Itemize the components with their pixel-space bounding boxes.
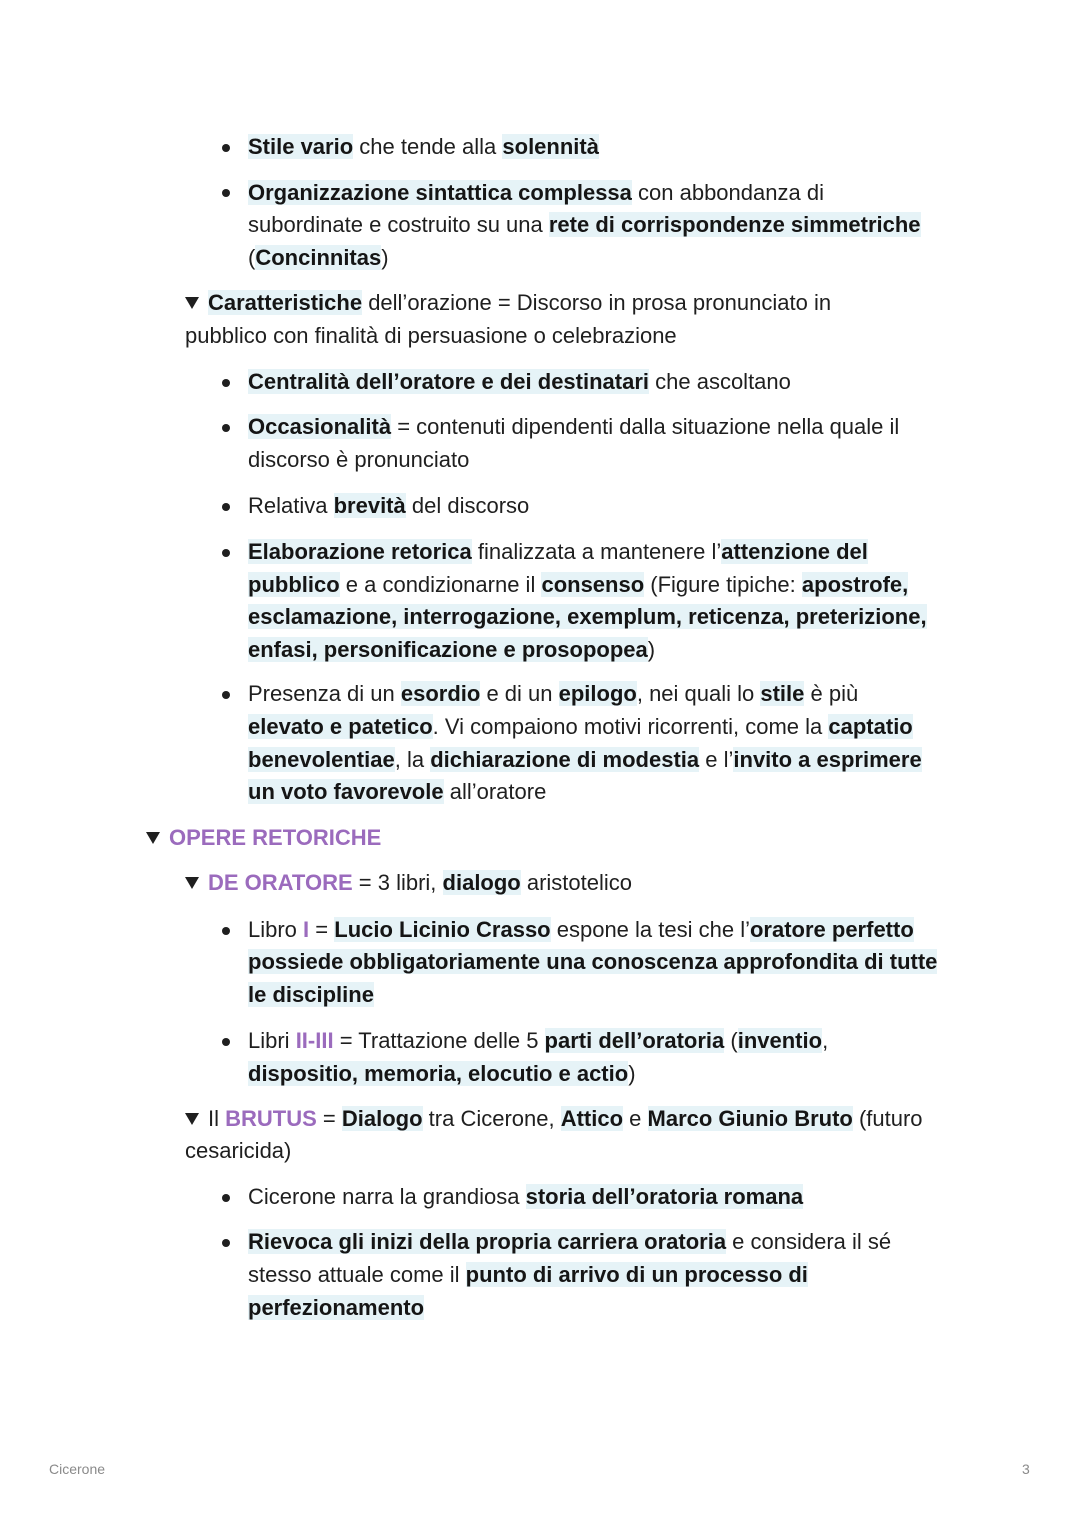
text-line (248, 569, 908, 601)
text-line (248, 776, 546, 808)
highlighted-text: invito a esprimere (733, 747, 922, 772)
text-segment: = (316, 1106, 342, 1131)
text-segment: = (309, 917, 335, 942)
highlighted-text: Organizzazione sintattica complessa (248, 180, 632, 205)
bullet-icon (222, 503, 230, 511)
highlighted-text: dialogo (442, 870, 521, 895)
colored-heading-text: I (303, 917, 310, 942)
colored-heading-text: II-III (295, 1028, 334, 1053)
text-segment: dell’orazione = Discorso in prosa pronunciato in (362, 290, 832, 315)
highlighted-text: benevolentiae (248, 747, 395, 772)
text-segment: all’oratore (443, 779, 547, 804)
text-segment: . Vi compaiono motivi ricorrenti, come la (432, 714, 829, 739)
highlighted-text: consenso (541, 572, 645, 597)
text-line (248, 601, 927, 633)
highlighted-text: elevato e patetico (248, 714, 433, 739)
highlighted-text: possiede obbligatoriamente una conoscenza approfondita di tutte (248, 949, 938, 974)
text-line (248, 711, 913, 743)
colored-heading-text: OPERE RETORICHE (169, 825, 382, 850)
highlighted-text: epilogo (558, 681, 637, 706)
highlighted-text: enfasi, personificazione e prosopopea (248, 637, 648, 662)
text-segment: del discorso (405, 493, 530, 518)
highlighted-text: storia dell’oratoria romana (525, 1184, 804, 1209)
bullet-icon (222, 1194, 230, 1202)
text-line (248, 678, 858, 710)
highlighted-text: parti dell’oratoria (544, 1028, 725, 1053)
text-segment: ( (248, 245, 256, 270)
text-line (248, 1058, 636, 1090)
text-segment: aristotelico (520, 870, 633, 895)
text-segment: ) (381, 245, 389, 270)
bullet-icon (222, 379, 230, 387)
text-segment: tra Cicerone, (422, 1106, 561, 1131)
text-segment: espone la tesi che l’ (550, 917, 750, 942)
text-line (248, 490, 529, 522)
text-line (248, 242, 389, 274)
text-line (248, 1181, 803, 1213)
highlighted-text: Caratteristiche (208, 290, 363, 315)
text-segment: = 3 libri, (352, 870, 443, 895)
text-segment: discorso è pronunciato (248, 447, 470, 472)
highlighted-text: Marco Giunio Bruto (647, 1106, 853, 1131)
highlighted-text: esclamazione, interrogazione, exemplum, reticenza, preterizione, (248, 604, 927, 629)
text-segment: Presenza di un (248, 681, 401, 706)
text-segment: (Figure tipiche: (644, 572, 802, 597)
text-segment: (futuro (852, 1106, 923, 1131)
text-line (248, 131, 599, 163)
bullet-icon (222, 144, 230, 152)
toggle-triangle-icon[interactable] (185, 877, 199, 889)
text-line (248, 1025, 828, 1057)
toggle-heading-opere-retoriche[interactable] (169, 822, 381, 854)
text-line (248, 634, 655, 666)
highlighted-text: Lucio Licinio Crasso (334, 917, 551, 942)
highlighted-text: apostrofe, (801, 572, 909, 597)
toggle-triangle-icon[interactable] (146, 832, 160, 844)
highlighted-text: perfezionamento (248, 1295, 425, 1320)
text-line (248, 366, 791, 398)
text-segment: Cicerone narra la grandiosa (248, 1184, 526, 1209)
bullet-icon (222, 927, 230, 935)
highlighted-text: esordio (400, 681, 481, 706)
text-segment: , la (394, 747, 431, 772)
text-segment: Libri (248, 1028, 296, 1053)
text-segment: Relativa (248, 493, 334, 518)
colored-heading-text: BRUTUS (225, 1106, 317, 1131)
highlighted-text: Centralità dell’oratore e dei destinatari (248, 369, 650, 394)
text-segment: e a condizionarne il (339, 572, 542, 597)
highlighted-text: brevità (333, 493, 406, 518)
highlighted-text: rete di corrispondenze simmetriche (548, 212, 921, 237)
text-line (185, 1135, 291, 1167)
text-segment: Libro (248, 917, 304, 942)
toggle-heading-brutus[interactable] (208, 1103, 923, 1135)
highlighted-text: stile (760, 681, 805, 706)
highlighted-text: oratore perfetto (749, 917, 914, 942)
highlighted-text: attenzione del (721, 539, 868, 564)
text-segment: , (822, 1028, 829, 1053)
text-segment: e di un (480, 681, 559, 706)
bullet-icon (222, 424, 230, 432)
highlighted-text: punto di arrivo di un processo di (465, 1262, 808, 1287)
text-segment: e l’ (699, 747, 734, 772)
text-segment: ) (647, 637, 656, 662)
toggle-heading-caratteristiche[interactable] (208, 287, 831, 319)
page-number: 3 (1022, 1461, 1030, 1477)
text-line (248, 946, 937, 978)
bullet-icon (222, 1239, 230, 1247)
text-segment: che tende alla (353, 134, 503, 159)
bullet-icon (222, 1038, 230, 1046)
text-segment: e considera il sé (726, 1229, 892, 1254)
text-segment: subordinate e costruito su una (248, 212, 549, 237)
highlighted-text: Elaborazione retorica (248, 539, 472, 564)
highlighted-text: Stile vario (248, 134, 354, 159)
text-line (248, 177, 824, 209)
highlighted-text: pubblico (248, 572, 340, 597)
text-segment: è più (804, 681, 859, 706)
text-line (248, 1259, 808, 1291)
text-line (185, 320, 677, 352)
text-segment: ( (724, 1028, 738, 1053)
text-segment: cesaricida) (185, 1138, 292, 1163)
text-segment: = contenuti dipendenti dalla situazione nella quale il (391, 414, 900, 439)
toggle-triangle-icon[interactable] (185, 297, 199, 309)
text-segment: e (623, 1106, 648, 1131)
text-segment: ) (628, 1061, 636, 1086)
text-segment: pubblico con finalità di persuasione o celebrazione (185, 323, 677, 348)
text-segment: che ascoltano (649, 369, 791, 394)
text-line (248, 444, 469, 476)
text-line (248, 1226, 891, 1258)
text-line (248, 536, 868, 568)
highlighted-text: un voto favorevole (248, 779, 444, 804)
highlighted-text: solennità (502, 134, 599, 159)
text-line (248, 411, 899, 443)
toggle-triangle-icon[interactable] (185, 1113, 199, 1125)
text-segment: Il (208, 1106, 226, 1131)
text-segment: stesso attuale come il (248, 1262, 466, 1287)
text-line (248, 979, 374, 1011)
text-line (248, 1292, 424, 1324)
highlighted-text: Concinnitas (255, 245, 382, 270)
highlighted-text: dichiarazione di modestia (430, 747, 700, 772)
highlighted-text: Rievoca gli inizi della propria carriera oratoria (248, 1229, 727, 1254)
highlighted-text: Attico (560, 1106, 624, 1131)
text-line (248, 209, 921, 241)
text-segment: finalizzata a mantenere l’ (471, 539, 722, 564)
colored-heading-text: DE ORATORE (208, 870, 353, 895)
highlighted-text: le discipline (248, 982, 374, 1007)
highlighted-text: Occasionalità (248, 414, 392, 439)
bullet-icon (222, 549, 230, 557)
highlighted-text: captatio (828, 714, 913, 739)
bullet-icon (222, 691, 230, 699)
text-segment: con abbondanza di (631, 180, 824, 205)
highlighted-text: dispositio, memoria, elocutio e actio (248, 1061, 629, 1086)
highlighted-text: Dialogo (341, 1106, 423, 1131)
text-segment: , nei quali lo (636, 681, 761, 706)
bullet-icon (222, 189, 230, 197)
toggle-heading-de-oratore[interactable] (208, 867, 632, 899)
text-line (248, 744, 922, 776)
text-line (248, 914, 914, 946)
text-segment: = Trattazione delle 5 (333, 1028, 545, 1053)
footer-title: Cicerone (49, 1461, 106, 1477)
highlighted-text: inventio (737, 1028, 823, 1053)
